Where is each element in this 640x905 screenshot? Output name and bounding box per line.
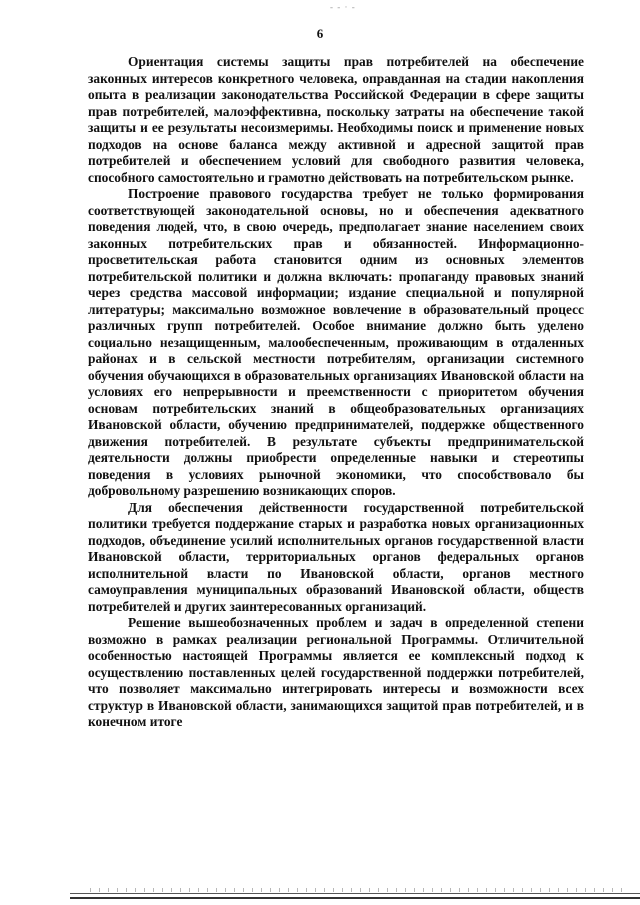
paragraph-policy-effectiveness: Для обеспечения действенности государственной потребительской политики требуется поддержание старых и разработка новых организационных подходов, объединение усилий исполнительных органов государственной власти Ивановской области, территориальных органов федеральных органов исполнительной власти по Ивановской области, органов местного самоуправления муниципальных образований Ивановской области, обществ потребителей и других заинтересованных организаций. bbox=[88, 499, 584, 614]
scan-edge-ticks bbox=[90, 888, 630, 892]
scan-edge-line bbox=[70, 893, 640, 894]
scan-edge-line-bold bbox=[70, 897, 640, 899]
paragraph-rule-of-law-education: Построение правового государства требует не только формирования соответствующей законодательной основы, но и обеспечения адекватного поведения людей, что, в свою очередь, предполагает знание населением своих законных потребительских прав и обязанностей. Информационно-просветительская работа становится одним из основных элементов потребительской политики и должна включать: пропаганду правовых знаний через средства массовой информации; издание специальной и популярной литературы; максимально возможное вовлечение в образовательный процесс различных групп потребителей. Особое внимание должно быть уделено социально незащищенным, малообеспеченным, проживающим в отдаленных районах и в сельской местности потребителям, организации системного обучения обучающихся в образовательных организациях Ивановской области на условиях его непрерывности и преемственности с приоритетом обучения основам потребительских знаний в общеобразовательных организациях Ивановской области, обучению предпринимателей, поддержке общественного движения потребителей. В результате субъекты предпринимательской деятельности должны приобрести определенные навыки и стереотипы поведения в условиях рыночной экономики, что способствовало бы добровольному разрешению возникающих споров. bbox=[88, 186, 584, 498]
page-number: 6 bbox=[316, 26, 324, 41]
document-body bbox=[88, 54, 584, 731]
paragraph-consumer-protection-orientation: Ориентация системы защиты прав потребителей на обеспечение законных интересов конкретного человека, оправданная на стадии накопления опыта в реализации законодательства Российской Федерации в сфере защиты прав потребителей, малоэффективна, поскольку затраты на обеспечение такой защиты и ее результаты несоизмеримы. Необходимы поиск и применение новых подходов на основе баланса между активной и адресной защитой прав потребителей и обеспечением условий для свободного развития человека, способного самостоятельно и грамотно действовать на потребительском рынке. bbox=[88, 54, 584, 185]
paragraph-program-solution: Решение вышеобозначенных проблем и задач в определенной степени возможно в рамках реализации региональной Программы. Отличительной особенностью настоящей Программы является ее комплексный подход к осуществлению поставленных целей государственной поддержки потребителей, что позволяет максимально интегрировать интересы и возможности всех структур в Ивановской области, занимающихся защитой прав потребителей, и в конечном итоге bbox=[88, 615, 584, 729]
scan-artifact-mark: - - · - bbox=[330, 2, 356, 12]
